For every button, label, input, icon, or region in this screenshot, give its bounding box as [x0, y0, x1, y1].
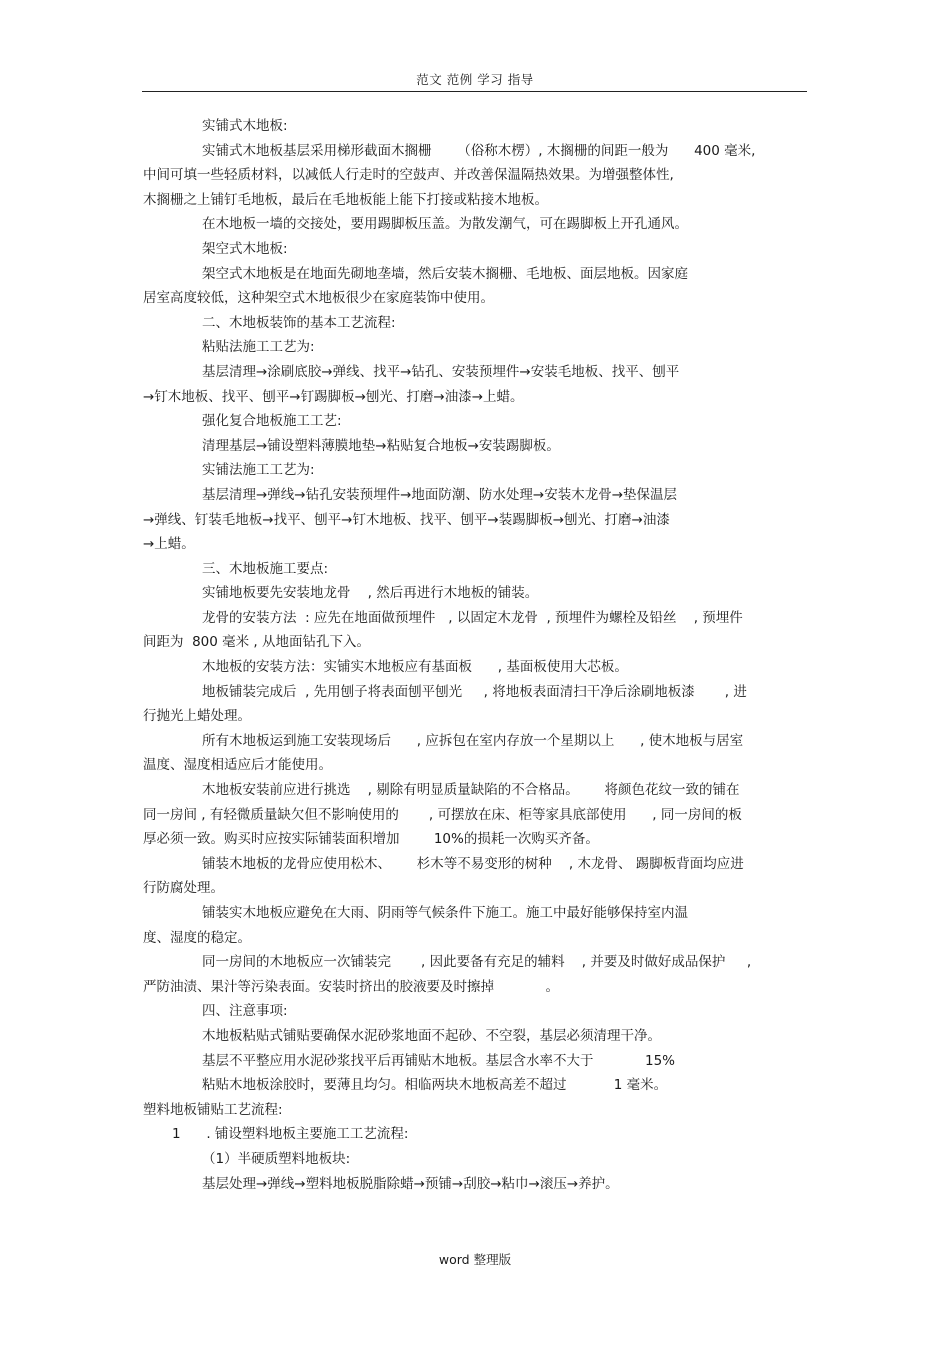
text-line: 强化复合地板施工工艺: [202, 413, 342, 430]
page-header: 范文 范例 学习 指导 [416, 72, 534, 87]
text-line: 基层清理→涂刷底胶→弹线、找平→钻孔、安装预埋件→安装毛地板、找平、刨平 [202, 363, 680, 380]
text-line: 四、注意事项: [202, 1003, 288, 1020]
text-line: 行防腐处理。 [143, 880, 224, 897]
text-line: 基层处理→弹线→塑料地板脱脂除蜡→预铺→刮胶→粘巾→滚压→养护。 [202, 1175, 619, 1192]
text-line: 间距为 800 毫米 , 从地面钻孔下入。 [143, 634, 371, 651]
text-line: 度、湿度的稳定。 [143, 929, 251, 946]
text-line: 架空式木地板: [202, 240, 288, 257]
text-line: 行抛光上蜡处理。 [143, 708, 251, 725]
text-line: 粘贴法施工工艺为: [202, 339, 315, 356]
text-line: 架空式木地板是在地面先砌地垄墙，然后安装木搁栅、毛地板、面层地板。因家庭 [202, 265, 688, 282]
text-line: 龙骨的安装方法 : 应先在地面做预埋件 , 以固定木龙骨 , 预埋件为螺栓及铅丝 , 预埋件 [202, 609, 743, 626]
text-line: 实铺式木地板基层采用梯形截面木搁栅 （俗称木楞）, 木搁栅的间距一般为 400 毫米, [202, 142, 756, 159]
page-footer: word 整理版 [438, 1252, 512, 1267]
text-line: 木地板安装前应进行挑选 , 剔除有明显质量缺陷的不合格品。 将颜色花纹一致的铺在 [202, 782, 740, 799]
text-line: 严防油渍、果汁等污染表面。安装时挤出的胶液要及时擦掉 。 [143, 978, 559, 995]
text-line: 同一房间的木地板应一次铺装完 , 因此要备有充足的辅料 , 并要及时做好成品保护 , [202, 954, 752, 971]
text-line: 在木地板一墙的交接处，要用踢脚板压盖。为散发潮气，可在踢脚板上开孔通风。 [202, 216, 688, 233]
text-line: 厚必须一致。购买时应按实际铺装面积增加 10%的损耗一次购买齐备。 [143, 831, 599, 848]
text-line: →上蜡。 [143, 536, 195, 553]
text-line: 实铺地板要先安装地龙骨 , 然后再进行木地板的铺装。 [202, 585, 539, 602]
text-line: 所有木地板运到施工安装现场后 , 应拆包在室内存放一个星期以上 , 使木地板与居室 [202, 732, 744, 749]
text-line: 铺装实木地板应避免在大雨、阴雨等气候条件下施工。施工中最好能够保持室内温 [202, 905, 688, 921]
text-line: 实铺法施工工艺为: [202, 462, 315, 479]
text-line: 地板铺装完成后 , 先用刨子将表面刨平刨光 , 将地板表面清扫干净后涂刷地板漆 , 进 [202, 683, 747, 700]
text-line: 中间可填一些轻质材料，以减低人行走时的空鼓声、并改善保温隔热效果。为增强整体性, [143, 167, 674, 184]
document-body [143, 114, 808, 1196]
text-line: 居室高度较低，这种架空式木地板很少在家庭装饰中使用。 [143, 290, 494, 307]
text-line: 温度、湿度相适应后才能使用。 [143, 757, 332, 774]
text-line: 塑料地板铺贴工艺流程: [143, 1101, 283, 1118]
text-line: 木地板粘贴式铺贴要确保水泥砂浆地面不起砂、不空裂，基层必须清理干净。 [202, 1027, 661, 1044]
text-line: 实铺式木地板: [202, 118, 288, 134]
header-rule [142, 91, 807, 92]
text-line: （1）半硬质塑料地板块: [202, 1150, 351, 1167]
text-line: →钉木地板、找平、刨平→钉踢脚板→刨光、打磨→油漆→上蜡。 [143, 388, 524, 405]
text-line: 铺装木地板的龙骨应使用松木、 杉木等不易变形的树种 , 木龙骨、 踢脚板背面均应进 [202, 855, 744, 872]
text-line: 基层不平整应用水泥砂浆找平后再铺贴木地板。基层含水率不大于 15% [202, 1052, 676, 1069]
text-line: 同一房间 , 有轻微质量缺欠但不影响使用的 , 可摆放在床、柜等家具底部使用 , 同一房间的板 [143, 806, 742, 823]
text-line: 二、木地板装饰的基本工艺流程: [202, 314, 396, 331]
text-line: 粘贴木地板涂胶时，要薄且均匀。相临两块木地板高差不超过 1 毫米。 [202, 1077, 668, 1094]
text-line: 1 . 铺设塑料地板主要施工工艺流程: [172, 1126, 409, 1143]
text-line: 木搁栅之上铺钉毛地板，最后在毛地板能上能下打接或粘接木地板。 [143, 191, 548, 208]
text-line: 三、木地板施工要点: [202, 560, 329, 577]
text-line: 清理基层→铺设塑料薄膜地垫→粘贴复合地板→安装踢脚板。 [202, 437, 560, 454]
text-line: 基层清理→弹线→钻孔安装预埋件→地面防潮、防水处理→安装木龙骨→垫保温层 [202, 486, 678, 503]
text-line: →弹线、钉装毛地板→找平、刨平→钉木地板、找平、刨平→装踢脚板→刨光、打磨→油漆 [143, 511, 670, 528]
text-line: 木地板的安装方法：实铺实木地板应有基面板 , 基面板使用大芯板。 [202, 659, 628, 676]
